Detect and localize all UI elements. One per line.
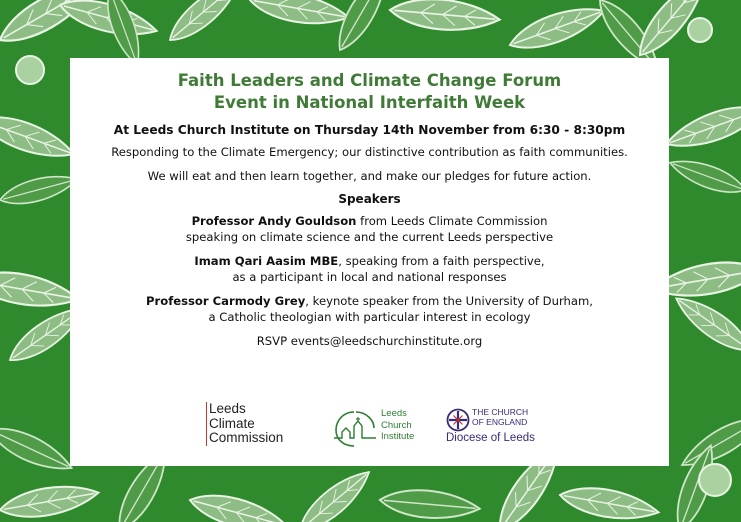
lcc-line1: Leeds (209, 401, 246, 416)
event-title-line2: Event in National Interfaith Week (213, 93, 526, 112)
info-card (70, 58, 669, 466)
speaker-affiliation: , speaking from a faith perspective, (338, 254, 545, 268)
church-outline-icon (332, 408, 378, 448)
speaker-item (70, 213, 669, 245)
event-title-line1: Faith Leaders and Climate Change Forum (177, 71, 562, 90)
lci-line1: Leeds (381, 408, 407, 419)
speaker-item (70, 293, 669, 325)
speaker-item (70, 253, 669, 285)
speakers-heading: Speakers (338, 192, 401, 206)
sponsor-logos (70, 394, 669, 454)
logo-accent-bar (206, 402, 207, 446)
leeds-church-institute-logo (332, 408, 432, 448)
plan-text: We will eat and then learn together, and make our pledges for future action. (147, 169, 592, 183)
speaker-name: Professor Carmody Grey (146, 294, 306, 308)
speaker-name: Imam Qari Aasim MBE (194, 254, 339, 268)
speaker-affiliation: , keynote speaker from the University of Durham, (305, 294, 593, 308)
speaker-description: as a participant in local and national responses (232, 270, 507, 284)
lcc-line3: Commission (209, 430, 284, 445)
leeds-climate-commission-logo (206, 402, 310, 446)
church-of-england-logo (444, 408, 544, 452)
coe-line2: OF ENGLAND (472, 416, 528, 427)
cross-emblem-icon (446, 408, 470, 432)
speaker-description: speaking on climate science and the current Leeds perspective (185, 230, 554, 244)
rsvp-email[interactable]: RSVP events@leedschurchinstitute.org (256, 334, 483, 348)
lci-line3: Institute (381, 431, 415, 442)
theme-text: Responding to the Climate Emergency; our distinctive contribution as faith communities. (111, 145, 628, 159)
speaker-description: a Catholic theologian with particular interest in ecology (208, 310, 531, 324)
speaker-name: Professor Andy Gouldson (191, 214, 357, 228)
coe-diocese: Diocese of Leeds (446, 432, 535, 444)
event-location-date: At Leeds Church Institute on Thursday 14th November from 6:30 - 8:30pm (113, 123, 626, 137)
speaker-affiliation: from Leeds Climate Commission (356, 214, 548, 228)
lcc-line2: Climate (209, 415, 255, 431)
coe-line1: THE CHURCH (472, 407, 529, 417)
lci-line2: Church (381, 419, 412, 431)
